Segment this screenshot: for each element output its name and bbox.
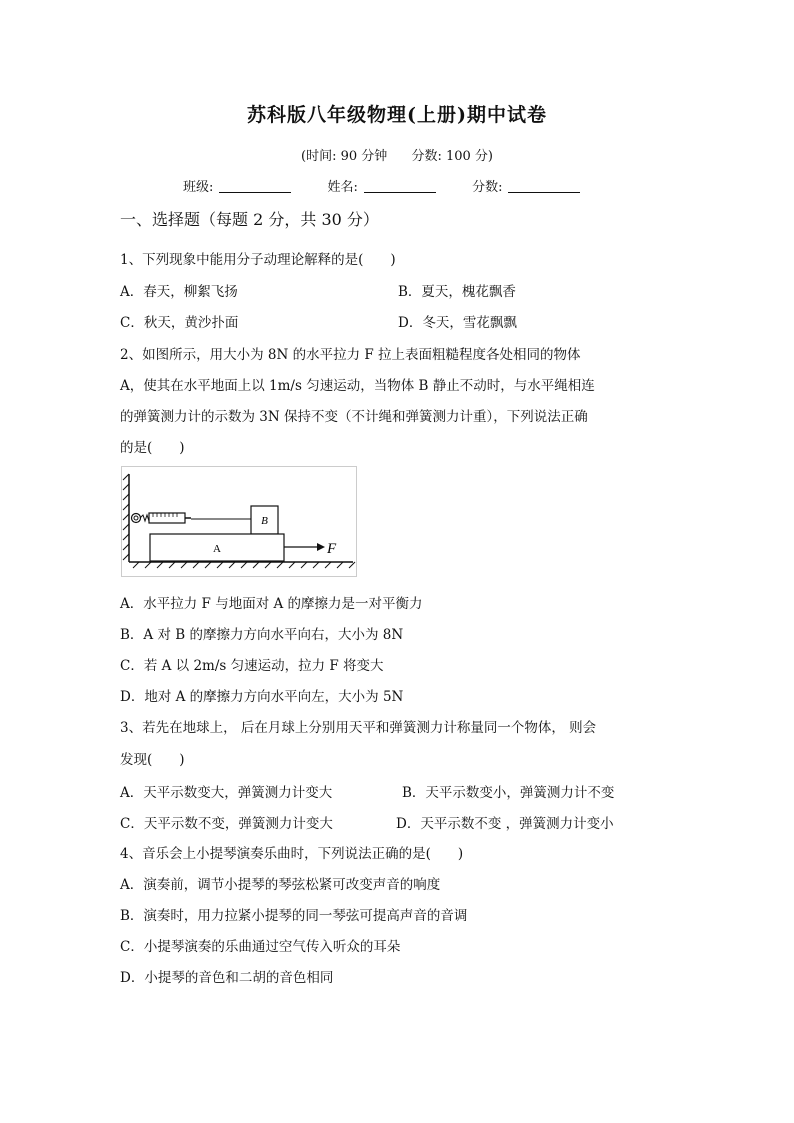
force-label: F (327, 541, 337, 557)
q3-option-d: D．天平示数不变 ，弹簧测力计变小 (396, 816, 614, 832)
class-label: 班级: (183, 180, 214, 195)
q3-stem-line1: 3、若先在地球上， 后在月球上分别用天平和弹簧测力计称量同一个物体， 则会 (120, 720, 597, 736)
q3-option-b: B．天平示数变小，弹簧测力计不变 (402, 785, 615, 801)
q4-option-b: B．演奏时，用力拉紧小提琴的同一琴弦可提高声音的音调 (120, 908, 468, 924)
student-info-row (183, 176, 612, 195)
exam-title: 苏科版八年级物理(上册)期中试卷 (247, 104, 547, 126)
q3-option-c: C．天平示数不变，弹簧测力计变大 (120, 816, 333, 832)
q2-stem-line2: A，使其在水平地面上以 1m/s 匀速运动，当物体 B 静止不动时，与水平绳相连 (120, 378, 595, 394)
q4-option-a: A．演奏前，调节小提琴的琴弦松紧可改变声音的响度 (120, 877, 441, 893)
exam-total-score: 分数: 100 分) (411, 149, 493, 164)
q3-stem-line2: 发现( ) (120, 752, 185, 768)
q1-option-d: D．冬天，雪花飘飘 (398, 315, 517, 331)
q3-option-a: A．天平示数变大，弹簧测力计变大 (120, 785, 333, 801)
q1-option-b: B．夏天，槐花飘香 (398, 284, 516, 300)
score-field (472, 176, 580, 195)
q2-stem-line4: 的是( ) (120, 440, 185, 456)
name-blank (364, 180, 436, 193)
class-field (183, 176, 291, 195)
q2-stem-line3: 的弹簧测力计的示数为 3N 保持不变（不计绳和弹簧测力计重），下列说法正确 (120, 409, 588, 425)
section-heading: 一、选择题（每题 2 分，共 30 分） (120, 210, 379, 229)
q2-stem-line1: 2、如图所示，用大小为 8N 的水平拉力 F 拉上表面粗糙程度各处相同的物体 (120, 347, 581, 363)
score-blank (508, 180, 580, 193)
q1-option-c: C．秋天，黄沙扑面 (120, 315, 239, 331)
name-field (328, 176, 436, 195)
name-label: 姓名: (327, 180, 358, 195)
q1-stem: 1、下列现象中能用分子动理论解释的是( ) (120, 252, 396, 268)
q2-option-d: D．地对 A 的摩擦力方向水平向左，大小为 5N (120, 689, 404, 705)
exam-time: (时间: 90 分钟 (301, 149, 388, 164)
q2-diagram (121, 466, 357, 577)
q1-option-a: A．春天，柳絮飞扬 (120, 284, 238, 300)
q2-option-b: B．A 对 B 的摩擦力方向水平向右，大小为 8N (120, 627, 404, 643)
q4-option-d: D．小提琴的音色和二胡的音色相同 (120, 970, 334, 986)
block-b-label: B (261, 515, 268, 527)
block-a-label: A (213, 543, 221, 555)
q2-option-a: A．水平拉力 F 与地面对 A 的摩擦力是一对平衡力 (120, 596, 423, 612)
score-label: 分数: (472, 180, 503, 195)
q2-option-c: C．若 A 以 2m/s 匀速运动，拉力 F 将变大 (120, 658, 384, 674)
q4-option-c: C．小提琴演奏的乐曲通过空气传入听众的耳朵 (120, 939, 401, 955)
exam-meta (0, 145, 794, 164)
class-blank (219, 180, 291, 193)
q4-stem: 4、音乐会上小提琴演奏乐曲时，下列说法正确的是( ) (120, 846, 464, 862)
